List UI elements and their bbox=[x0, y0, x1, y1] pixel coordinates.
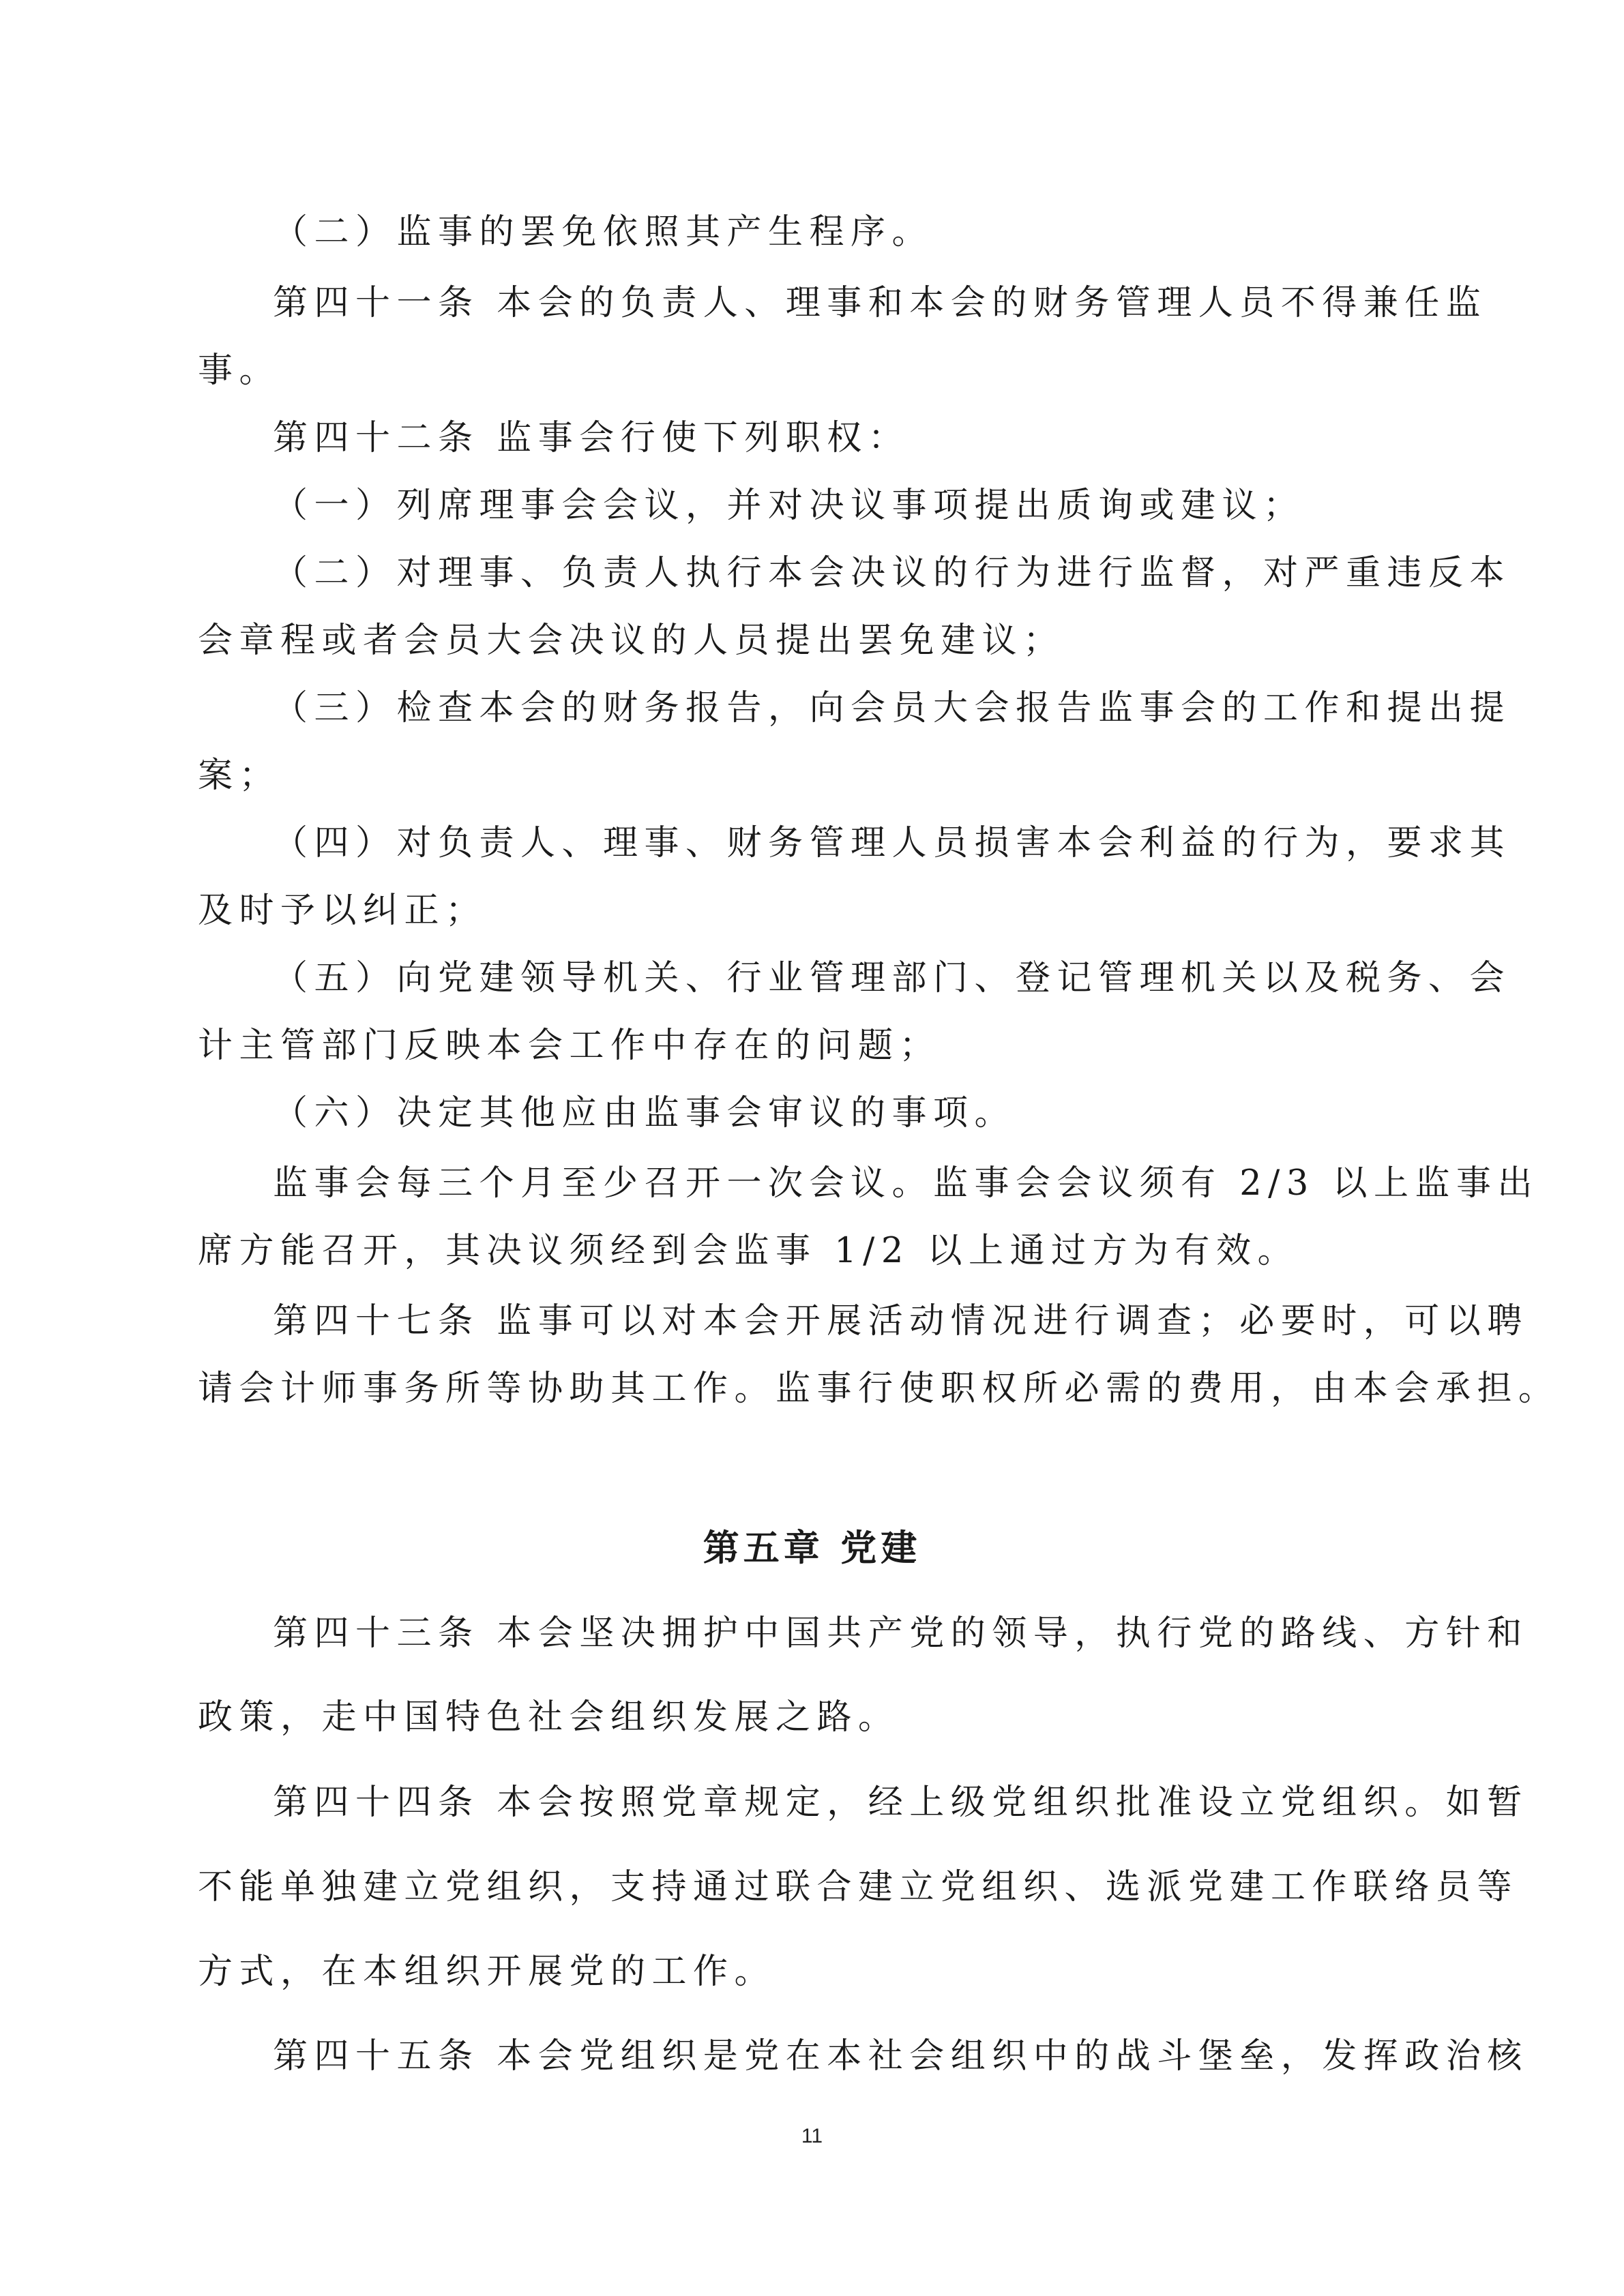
text-line: 案； bbox=[198, 756, 281, 796]
text-line: （五）向党建领导机关、行业管理部门、登记管理机关以及税务、会 bbox=[273, 958, 1511, 998]
text-line: 第四十七条 监事可以对本会开展活动情况进行调查；必要时，可以聘 bbox=[273, 1301, 1529, 1341]
text-line: （三）检查本会的财务报告，向会员大会报告监事会的工作和提出提 bbox=[273, 688, 1511, 728]
text-line: 及时予以纠正； bbox=[198, 891, 487, 931]
text-line: 事。 bbox=[198, 351, 281, 391]
text-line: 计主管部门反映本会工作中存在的问题； bbox=[198, 1026, 941, 1066]
page-number: 11 bbox=[801, 2125, 823, 2147]
text-line: （六）决定其他应由监事会审议的事项。 bbox=[273, 1093, 1016, 1133]
text-line: （二）对理事、负责人执行本会决议的行为进行监督，对严重违反本 bbox=[273, 553, 1511, 593]
text-line: 请会计师事务所等协助其工作。监事行使职权所必需的费用，由本会承担。 bbox=[198, 1369, 1560, 1409]
text-line: 监事会每三个月至少召开一次会议。监事会会议须有 2/3 以上监事出 bbox=[273, 1163, 1539, 1204]
text-line: 席方能召开，其决议须经到会监事 1/2 以上通过方为有效。 bbox=[198, 1231, 1299, 1271]
chapter-heading: 第五章 党建 bbox=[703, 1527, 921, 1569]
text-line: 第四十四条 本会按照党章规定，经上级党组织批准设立党组织。如暂 bbox=[273, 1783, 1529, 1823]
text-line: （一）列席理事会会议，并对决议事项提出质询或建议； bbox=[273, 486, 1305, 526]
text-line: 第四十三条 本会坚决拥护中国共产党的领导，执行党的路线、方针和 bbox=[273, 1613, 1529, 1654]
text-line: 方式，在本组织开展党的工作。 bbox=[198, 1952, 776, 1992]
text-line: 不能单独建立党组织，支持通过联合建立党组织、选派党建工作联络员等 bbox=[198, 1867, 1519, 1907]
text-line: （四）对负责人、理事、财务管理人员损害本会利益的行为，要求其 bbox=[273, 823, 1511, 863]
text-line: 第四十五条 本会党组织是党在本社会组织中的战斗堡垒，发挥政治核 bbox=[273, 2036, 1529, 2076]
text-line: 第四十二条 监事会行使下列职权： bbox=[273, 418, 910, 458]
text-line: 第四十一条 本会的负责人、理事和本会的财务管理人员不得兼任监 bbox=[273, 283, 1488, 323]
text-line: 政策，走中国特色社会组织发展之路。 bbox=[198, 1697, 900, 1738]
text-line: （二）监事的罢免依照其产生程序。 bbox=[273, 212, 934, 252]
text-line: 会章程或者会员大会决议的人员提出罢免建议； bbox=[198, 621, 1065, 661]
